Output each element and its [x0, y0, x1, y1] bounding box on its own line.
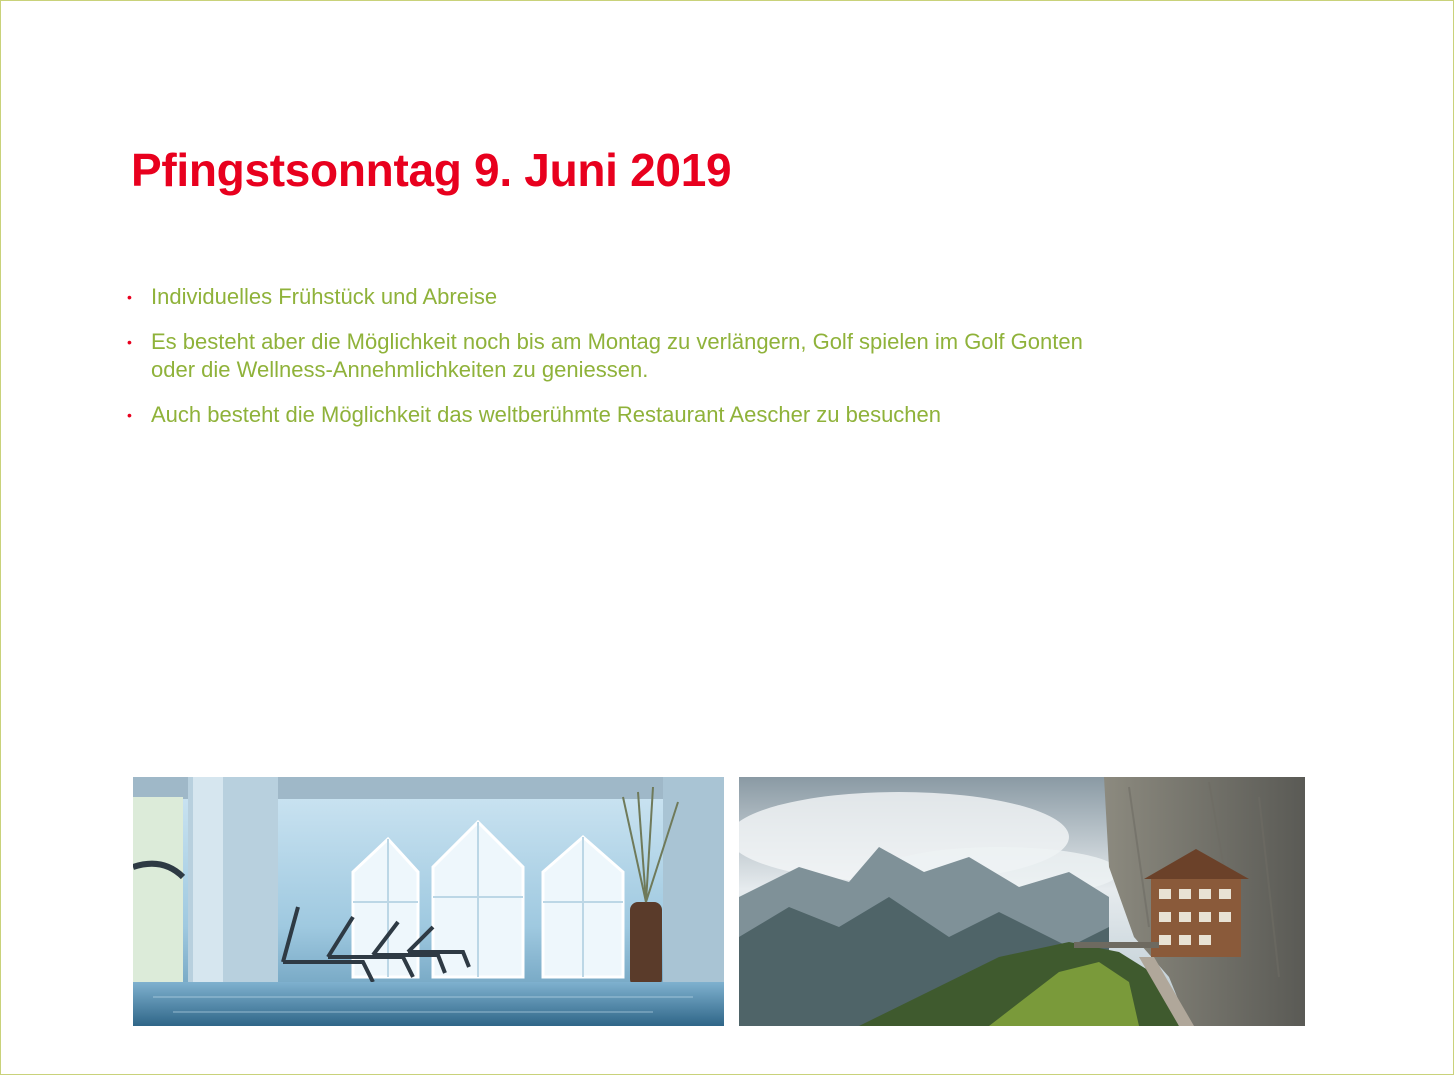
bullet-text: Es besteht aber die Möglichkeit noch bis am Montag zu verlängern, Golf spielen im Golf Gonten oder die Wellness-Annehmlichkeiten zu geniessen.	[151, 329, 1083, 382]
mountain-restaurant-photo	[739, 777, 1305, 1026]
bullet-item	[127, 328, 1107, 384]
bullet-text: Individuelles Frühstück und Abreise	[151, 284, 498, 309]
bullet-list	[127, 283, 1107, 446]
bullet-dot-icon: •	[127, 289, 132, 305]
bullet-dot-icon: •	[127, 334, 132, 350]
wellness-pool-photo	[133, 777, 724, 1026]
bullet-item	[127, 401, 1107, 429]
slide-title: Pfingstsonntag 9. Juni 2019	[131, 144, 732, 196]
bullet-dot-icon: •	[127, 407, 132, 423]
bullet-item	[127, 283, 1107, 311]
bullet-text: Auch besteht die Möglichkeit das weltberühmte Restaurant Aescher zu besuchen	[151, 402, 942, 427]
